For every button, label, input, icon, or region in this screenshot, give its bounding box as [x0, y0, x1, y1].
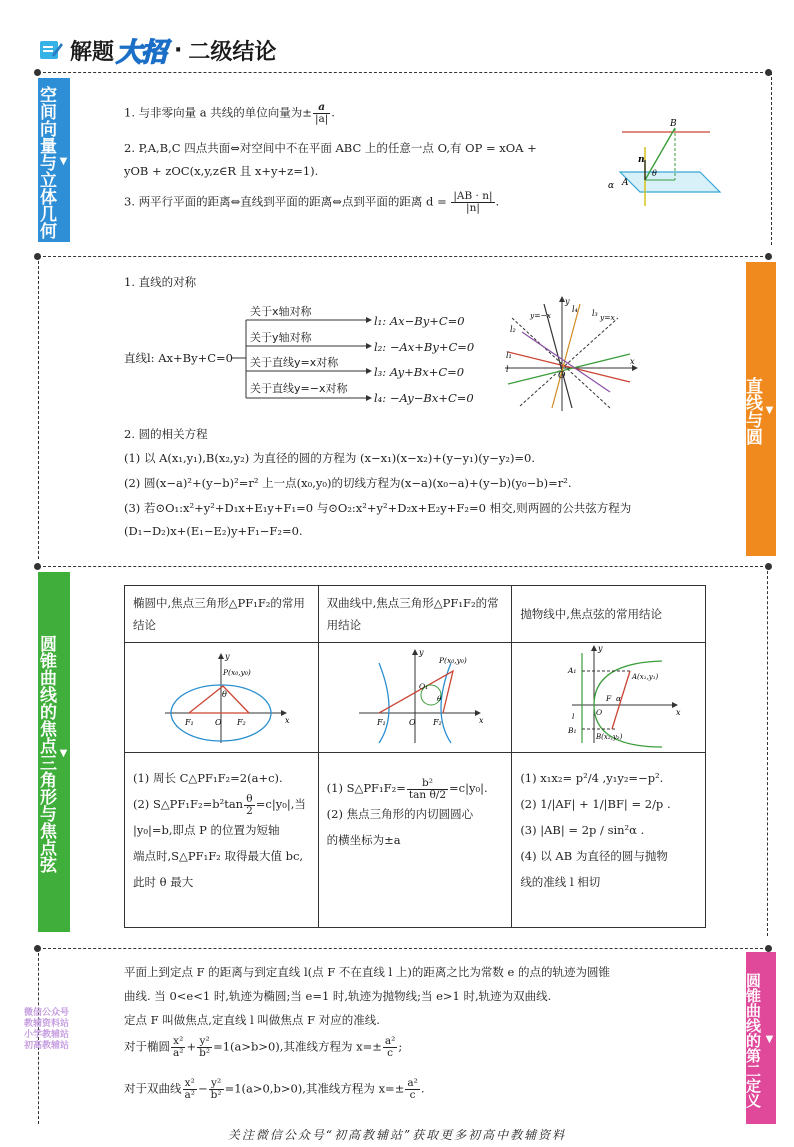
- hyp-result-1: (1) S△PF₁F₂= $\frac{\text{b²}}{\text{tan θ/2}}$ =c|y₀|.: [326, 776, 488, 801]
- parabola-figure-cell: [512, 643, 706, 753]
- ell-result-1: (1) 周长 C△PF₁F₂=2(a+c).: [133, 771, 283, 785]
- ell-result-2: (2) S△PF₁F₂=b²tan $\frac{\theta}{2}$ =c|y₀|,当: [133, 792, 306, 817]
- plane-distance-figure: [600, 112, 730, 212]
- hyp-result-3: 的横坐标为±a: [326, 833, 401, 847]
- fig2-label-l1: l₁: [506, 351, 512, 360]
- section-4-tab: ▼ 圆锥曲线的第二定义: [746, 952, 776, 1124]
- title-part-2: 大招: [116, 37, 167, 68]
- ell-result-3: |y₀|=b,即点 P 的位置为短轴: [133, 823, 280, 837]
- second-def-ellipse: 对于椭圆 $\frac{\text{x²}}{\text{a²}}$ + $\frac{\text{y²}}{\text{b²}}$ =1(a>b>0),其准线方程为 x=± $\frac{\text{a²}}{c}$ ;: [124, 1035, 403, 1059]
- table-header-hyperbola: 双曲线中,焦点三角形△PF₁F₂的常用结论: [318, 586, 512, 643]
- fig2-label-ymx: y=−x: [530, 311, 552, 320]
- circle-eq-3-line-1: (3) 若⊙O₁:x²+y²+D₁x+E₁y+F₁=0 与⊙O₂:x²+y²+D₂x+E₂y+F₂=0 相交,则两圆的公共弦方程为: [124, 501, 632, 515]
- fig2-label-O: O: [558, 371, 566, 381]
- table-header-parabola: 抛物线中,焦点弦的常用结论: [512, 586, 706, 643]
- hyp-label-O: O: [408, 718, 416, 727]
- s1-item-1: 1. 与非零向量 a 共线的单位向量为± $\frac{a}{|a|}$ .: [124, 101, 335, 125]
- par-label-A1: A₁: [568, 666, 577, 675]
- fig2-label-l: l: [506, 365, 509, 374]
- ell-label-O: O: [215, 718, 222, 727]
- branch-label-y-eq-neg-x: 关于直线y=−x对称: [250, 382, 348, 395]
- section-1-tab: ▼ 空间向量与立体几何: [38, 78, 70, 242]
- circle-eq-3-line-2: (D₁−D₂)x+(E₁−E₂)y+F₁−F₂=0.: [124, 524, 303, 538]
- circle-eq-1: (1) 以 A(x₁,y₁),B(x₂,y₂) 为直径的圆的方程为 (x−x₁)(x−x₂)+(y−y₁)(y−y₂)=0.: [124, 451, 536, 465]
- ell-result-5: 此时 θ 最大: [133, 875, 194, 889]
- page-header: [38, 30, 276, 70]
- hyp-label-theta: θ: [436, 694, 442, 703]
- title-part-3: 二级结论: [188, 39, 277, 65]
- page-footer: 关注微信公众号“初高教辅站”获取更多初高中教辅资料: [227, 1128, 567, 1142]
- fig2-label-yx: y=x: [600, 313, 615, 322]
- second-def-p3: 定点 F 叫做焦点,定直线 l 叫做焦点 F 对应的准线.: [124, 1013, 380, 1027]
- parabola-results: [512, 753, 706, 928]
- hyperbola-figure: [319, 643, 511, 749]
- hyp-label-F1: F₁: [376, 718, 386, 727]
- fig2-label-x: x: [630, 357, 635, 366]
- fig1-label-A: A: [622, 178, 629, 188]
- branch-result-l1: l₁: Ax−By+C=0: [374, 314, 465, 328]
- branch-result-l4: l₄: −Ay−Bx+C=0: [374, 391, 474, 405]
- hyp-label-y: y: [418, 648, 424, 657]
- line-equation: 直线l: Ax+By+C=0: [124, 351, 233, 365]
- fig1-label-alpha: α: [608, 181, 615, 191]
- par-label-F: F: [606, 694, 612, 703]
- conic-focal-table: [124, 585, 706, 928]
- ell-label-y: y: [225, 652, 230, 661]
- fig2-label-l4: l₄: [572, 305, 578, 314]
- title-part-1: 解题: [70, 39, 115, 65]
- fig1-label-theta: θ: [652, 169, 657, 178]
- frame-dot: [765, 253, 772, 260]
- hyp-label-F2: F₂: [432, 718, 442, 727]
- frame-dot: [34, 945, 41, 952]
- ellipse-results: [125, 753, 319, 928]
- s2-sub1-title: 1. 直线的对称: [124, 275, 197, 289]
- branch-label-y-eq-x: 关于直线y=x对称: [250, 356, 339, 369]
- par-label-B: B(x₂,y₂): [596, 733, 623, 741]
- fig1-label-n: n: [638, 155, 645, 165]
- watermark-stamp: 微信公众号 教辅资料站 小学教辅站 初高教辅站: [24, 1008, 70, 1051]
- par-label-x: x: [676, 708, 681, 717]
- ell-label-F2: F₂: [237, 718, 246, 727]
- s2-sub2-title: 2. 圆的相关方程: [124, 427, 208, 441]
- pencil-book-icon: [38, 37, 64, 63]
- par-result-3: (3) |AB| = 2p / sin²α .: [520, 823, 645, 837]
- fig1-label-B: B: [670, 119, 677, 129]
- table-header-ellipse: 椭圆中,焦点三角形△PF₁F₂的常用结论: [125, 586, 319, 643]
- ell-label-x: x: [285, 716, 290, 725]
- hyperbola-results: [318, 753, 512, 928]
- section-3-tab: ▼ 圆锥曲线的焦点三角形与焦点弦: [38, 572, 70, 932]
- par-label-y: y: [598, 644, 603, 653]
- title-separator: ·: [174, 37, 183, 63]
- fig2-label-l2: l₂: [510, 325, 516, 334]
- ellipse-figure-cell: [125, 643, 319, 753]
- frame-dot: [34, 253, 41, 260]
- branch-label-y-axis: 关于y轴对称: [250, 331, 312, 344]
- ell-label-theta: θ: [222, 690, 227, 699]
- ell-label-P: P(x₀,y₀): [223, 668, 251, 677]
- par-label-O: O: [596, 708, 603, 717]
- circle-eq-2: (2) 圆(x−a)²+(y−b)²=r² 上一点(x₀,y₀)的切线方程为(x−a)(x₀−a)+(y−b)(y₀−b)=r².: [124, 476, 572, 490]
- ell-result-4: 端点时,S△PF₁F₂ 取得最大值 bc,: [133, 849, 304, 863]
- hyp-label-x: x: [478, 716, 484, 725]
- line-symmetry-figure: [500, 296, 640, 416]
- par-label-l: l: [572, 712, 575, 721]
- second-def-p2: 曲线. 当 0<e<1 时,轨迹为椭圆;当 e=1 时,轨迹为抛物线;当 e>1 时,轨迹为双曲线.: [124, 989, 552, 1003]
- frame-dot: [34, 69, 41, 76]
- frame-dot: [765, 945, 772, 952]
- fig2-label-y: y: [565, 297, 570, 306]
- par-label-alpha: α: [616, 694, 622, 703]
- branch-label-x-axis: 关于x轴对称: [250, 305, 312, 318]
- ell-label-F1: F₁: [185, 718, 194, 727]
- s1-item-2-line-1: 2. P,A,B,C 四点共面⇔对空间中不在平面 ABC 上的任意一点 O,有 OP = xOA +: [124, 141, 537, 155]
- parabola-figure: [512, 643, 704, 749]
- frame-dot: [34, 563, 41, 570]
- par-result-2: (2) 1/|AF| + 1/|BF| = 2/p .: [520, 797, 671, 811]
- section-2-tab: ▼ 直线与圆: [746, 262, 776, 556]
- par-result-1: (1) x₁x₂= p²/4 ,y₁y₂=−p².: [520, 771, 664, 785]
- s1-item-3: 3. 两平行平面的距离⇔直线到平面的距离⇔点到平面的距离 d = $\frac{|AB \cdot n|}{|n|}$ .: [124, 190, 500, 214]
- hyp-label-O1: O₁: [418, 682, 428, 691]
- par-label-A: A(x₁,y₁): [632, 673, 659, 681]
- par-result-5: 线的准线 l 相切: [520, 875, 601, 889]
- branch-result-l2: l₂: −Ax+By+C=0: [374, 340, 475, 354]
- second-def-hyperbola: 对于双曲线 $\frac{\text{x²}}{\text{a²}}$ − $\frac{\text{y²}}{\text{b²}}$ =1(a>0,b>0),其准线方程为 x=± $\frac{\text{a²}}{c}$ .: [124, 1077, 425, 1101]
- par-label-B1: B₁: [568, 726, 577, 735]
- hyperbola-figure-cell: [318, 643, 512, 753]
- s1-item-2-line-2: yOB + zOC(x,y,z∈R 且 x+y+z=1).: [124, 164, 319, 178]
- hyp-label-P: P(x₀,y₀): [438, 656, 467, 665]
- frame-dot: [765, 563, 772, 570]
- branch-result-l3: l₃: Ay+Bx+C=0: [374, 365, 465, 379]
- par-result-4: (4) 以 AB 为直径的圆与抛物: [520, 849, 668, 863]
- hyp-result-2: (2) 焦点三角形的内切圆圆心: [326, 807, 474, 821]
- fig2-label-l3: l₃: [592, 309, 598, 318]
- ellipse-figure: [125, 643, 317, 749]
- second-def-p1: 平面上到定点 F 的距离与到定直线 l(点 F 不在直线 l 上)的距离之比为常数 e 的点的轨迹为圆锥: [124, 965, 610, 979]
